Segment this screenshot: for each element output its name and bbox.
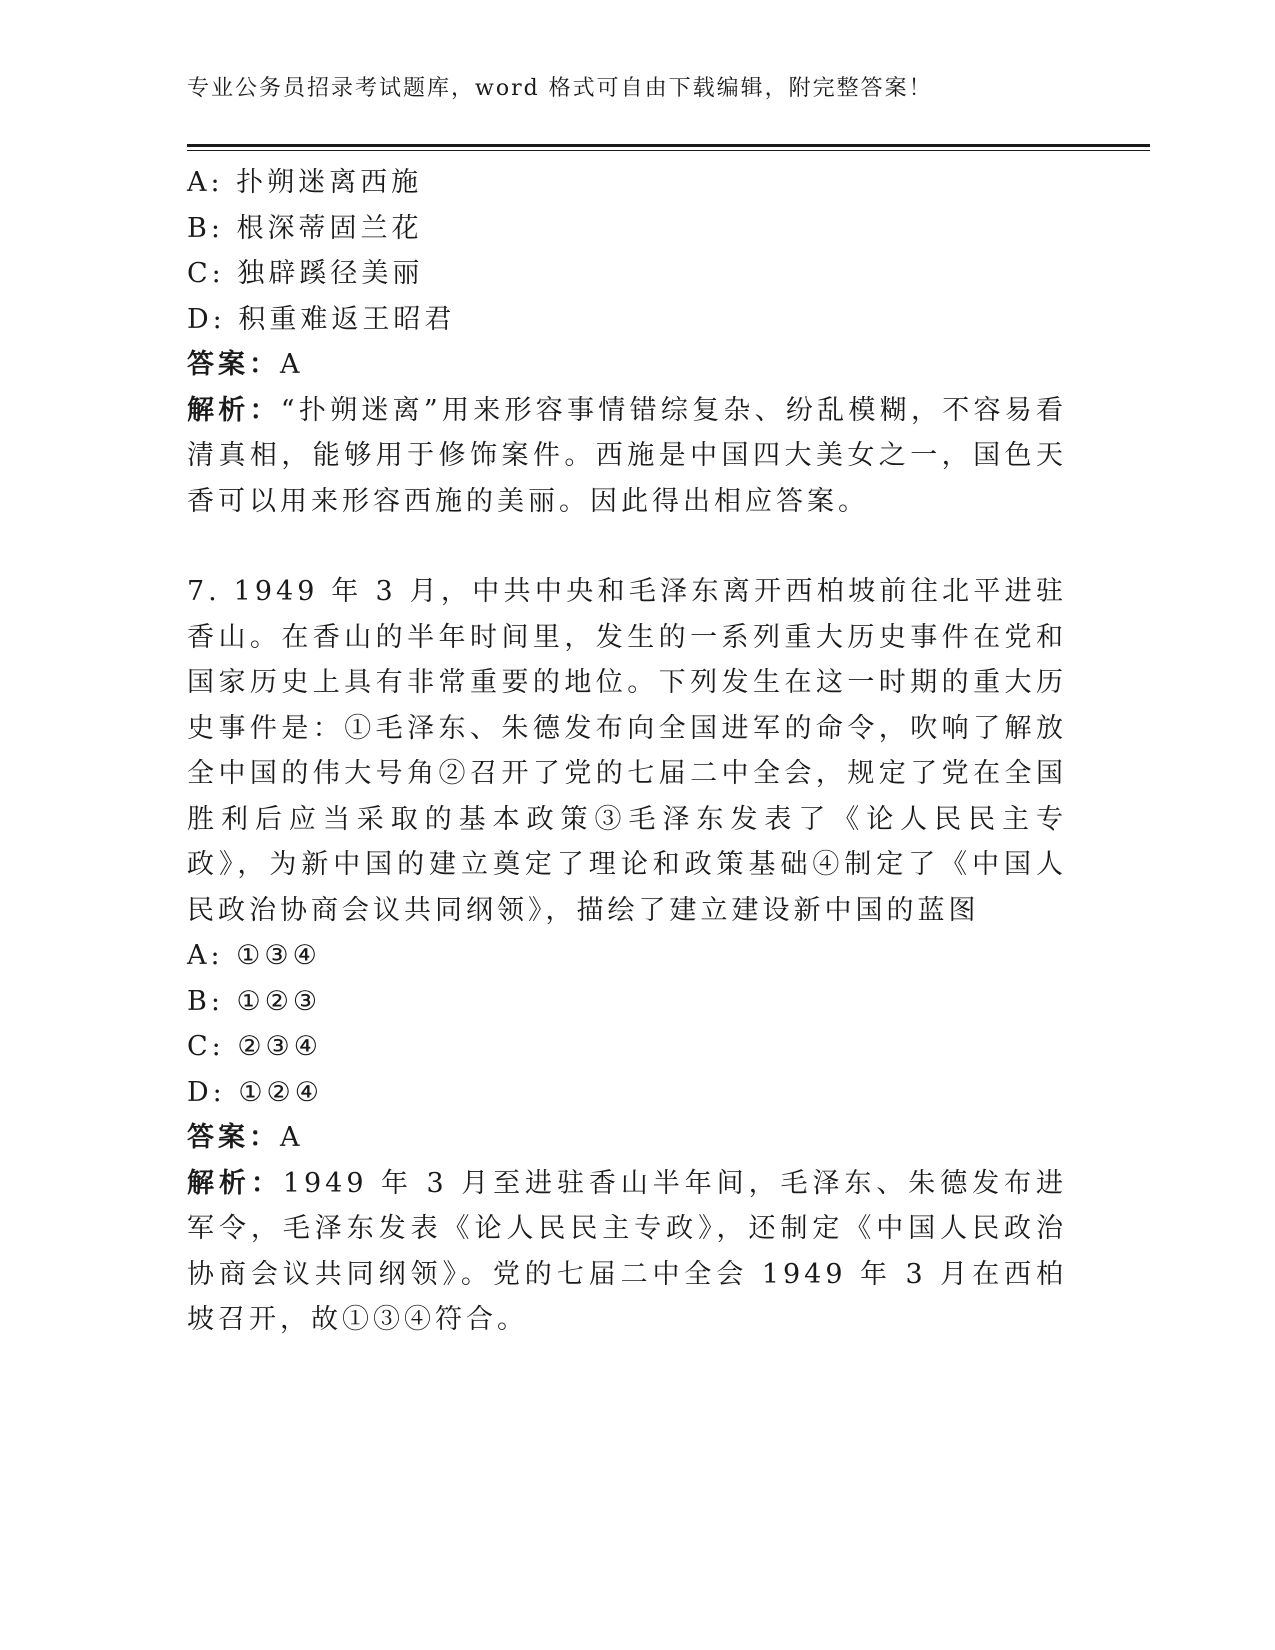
q6-analysis-text: “扑朔迷离”用来形容事情错综复杂、纷乱模糊，不容易看清真相，能够用于修饰案件。西施是中国四大美女之一，国色天香可以用来形容西施的美丽。因此得出相应答案。 — [187, 394, 1068, 517]
q7-answer-value: A — [280, 1122, 304, 1153]
q6-option-b: B: 根深蒂固兰花 — [187, 212, 423, 244]
q7-analysis — [187, 1161, 1067, 1343]
q6-option-d: D: 积重难返王昭君 — [187, 303, 456, 335]
q7-option-c: C: ②③④ — [187, 1031, 322, 1062]
header-divider-thin — [187, 150, 1150, 151]
q6-answer-value: A — [280, 349, 304, 380]
q7-question: 7. 1949 年 3 月，中共中央和毛泽东离开西柏坡前往北平进驻香山。在香山的半年时间里，发生的一系列重大历史事件在党和国家历史上具有非常重要的地位。下列发生在这一时期的重大历史事件是：①毛泽东、朱德发布向全国进军的命令，吹响了解放全中国的伟大号角②召开了党的七届二中全会，规定了党在全国胜利后应当采取的基本政策③毛泽东发表了《论人民民主专政》，为新中国的建立奠定了理论和政策基础④制定了《中国人民政治协商会议共同纲领》，描绘了建立建设新中国的蓝图 — [187, 576, 1067, 926]
q6-answer-label: 答案： — [187, 349, 280, 380]
q7-option-b: B: ①②③ — [187, 985, 322, 1017]
document-body — [187, 160, 1067, 1343]
q7-option-a: A: ①③④ — [187, 940, 321, 971]
question-spacer — [187, 524, 1067, 569]
page-header: 专业公务员招录考试题库，word 格式可自由下载编辑，附完整答案！ — [187, 76, 933, 101]
q6-option-a: A: 扑朔迷离西施 — [187, 167, 423, 198]
q7-analysis-label: 解析： — [187, 1167, 283, 1199]
q7-answer-label: 答案： — [187, 1122, 280, 1153]
q7-answer — [187, 1115, 1067, 1161]
q6-analysis-label: 解析： — [187, 394, 281, 426]
q7-option-d: D: ①②④ — [187, 1076, 323, 1108]
q6-option-c: C: 独辟蹊径美丽 — [187, 258, 424, 289]
q6-answer — [187, 342, 1067, 388]
q6-analysis — [187, 388, 1067, 525]
header-divider-thick — [187, 144, 1150, 147]
q7-analysis-text: 1949 年 3 月至进驻香山半年间，毛泽东、朱德发布进军令，毛泽东发表《论人民民主专政》，还制定《中国人民政治协商会议共同纲领》。党的七届二中全会 1949 年 3 月在西柏坡召开，故①③④符合。 — [187, 1167, 1068, 1335]
